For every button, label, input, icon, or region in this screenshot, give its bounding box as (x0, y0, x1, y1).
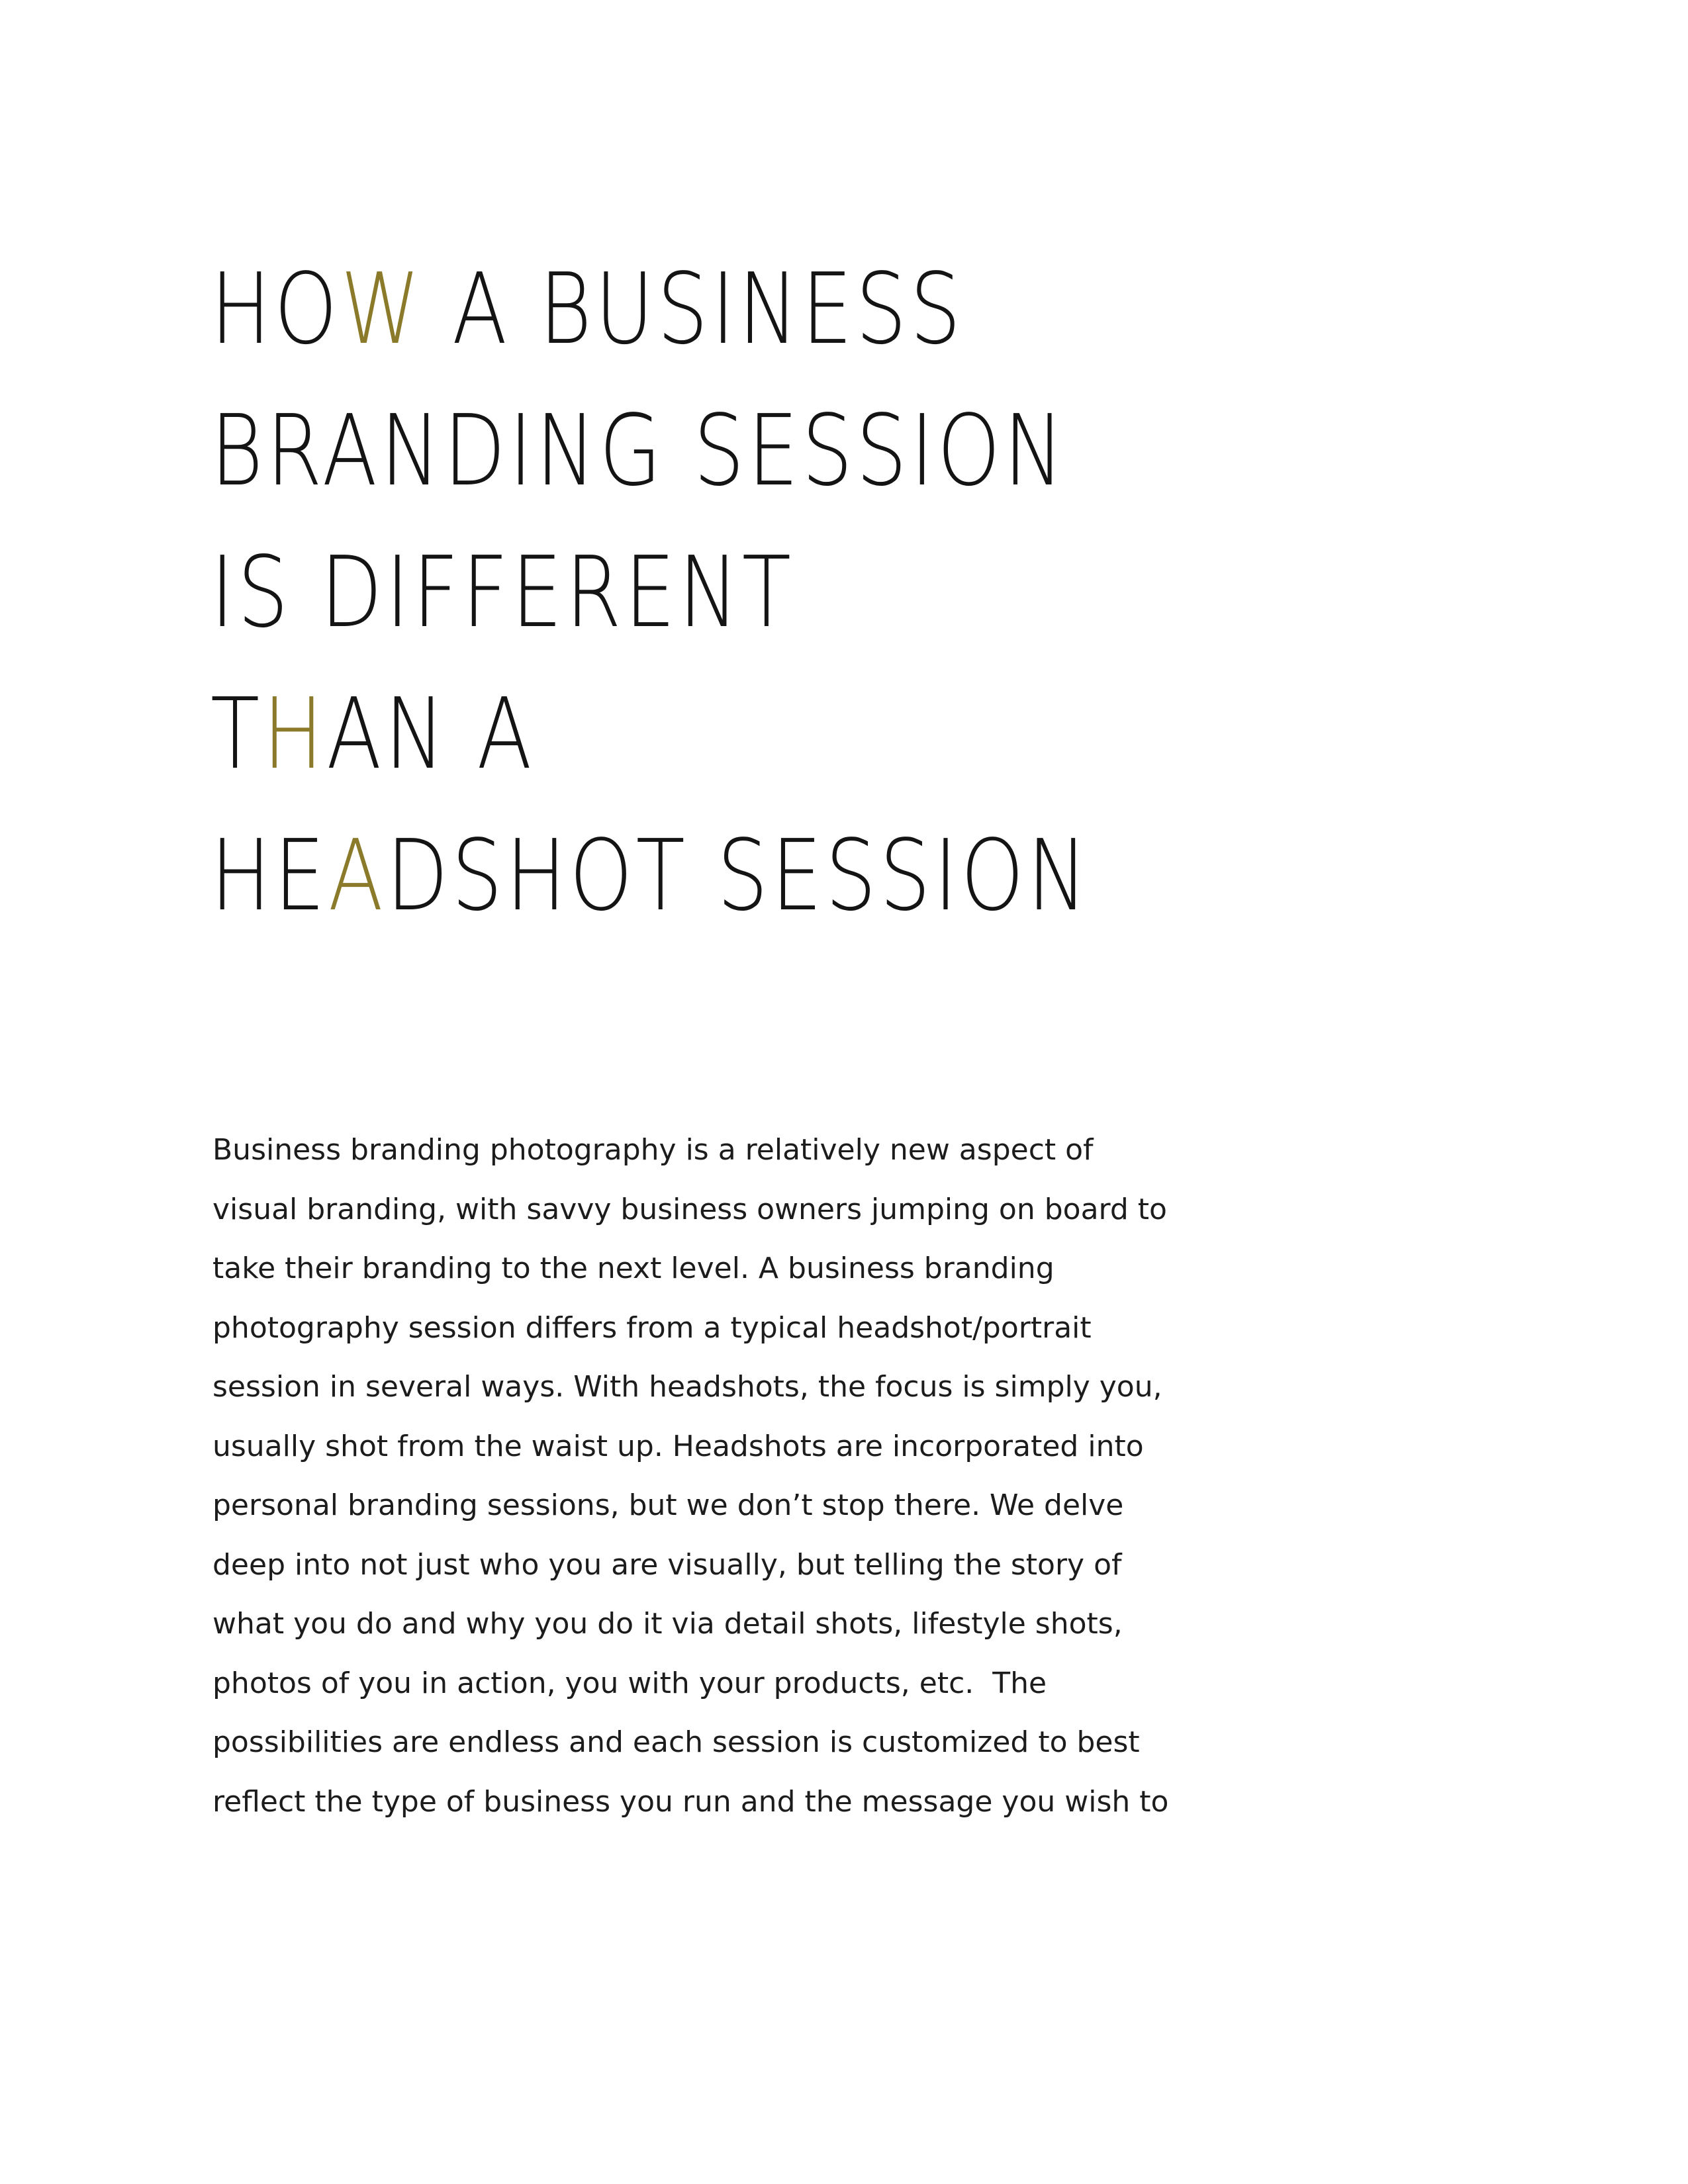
title-segment: HE (211, 819, 328, 933)
title-accent-letter: W (340, 252, 424, 366)
body-line: photos of you in action, you with your products, etc. The (212, 1666, 1047, 1700)
body-line: deep into not just who you are visually, but telling the story of (212, 1547, 1122, 1582)
title-line-4 (211, 663, 1133, 805)
body-line: personal branding sessions, but we don’t stop there. We delve (212, 1488, 1124, 1522)
body-line: usually shot from the waist up. Headshots are incorporated into (212, 1429, 1144, 1463)
title-segment: HO (211, 252, 341, 366)
title-segment: AN A (326, 677, 536, 791)
title-line-2 (211, 380, 1133, 522)
title-segment: T (211, 677, 263, 791)
body-line: session in several ways. With headshots, the focus is simply you, (212, 1370, 1162, 1404)
body-line: take their branding to the next level. A business branding (212, 1251, 1055, 1285)
title-segment: IS DIFFERENT (211, 535, 794, 649)
body-line: visual branding, with savvy business owners jumping on board to (212, 1192, 1167, 1226)
body-line: possibilities are endless and each session is customized to best (212, 1725, 1140, 1759)
title-line-3 (211, 522, 1133, 663)
title-accent-letter: A (328, 819, 387, 933)
body-line: photography session differs from a typical headshot/portrait (212, 1310, 1092, 1345)
body-line: Business branding photography is a relatively new aspect of (212, 1133, 1094, 1167)
title-segment: DSHOT SESSION (386, 819, 1091, 933)
title-line-1 (211, 238, 1133, 380)
body-line: reflect the type of business you run and the message you wish to (212, 1784, 1169, 1819)
page-title (211, 238, 1133, 946)
title-accent-letter: H (263, 677, 327, 791)
title-segment: BRANDING SESSION (211, 394, 1067, 508)
body-line: what you do and why you do it via detail shots, lifestyle shots, (212, 1607, 1123, 1641)
title-line-5 (211, 805, 1133, 946)
body-paragraph (212, 1120, 1245, 1831)
title-segment: A BUSINESS (423, 252, 964, 366)
